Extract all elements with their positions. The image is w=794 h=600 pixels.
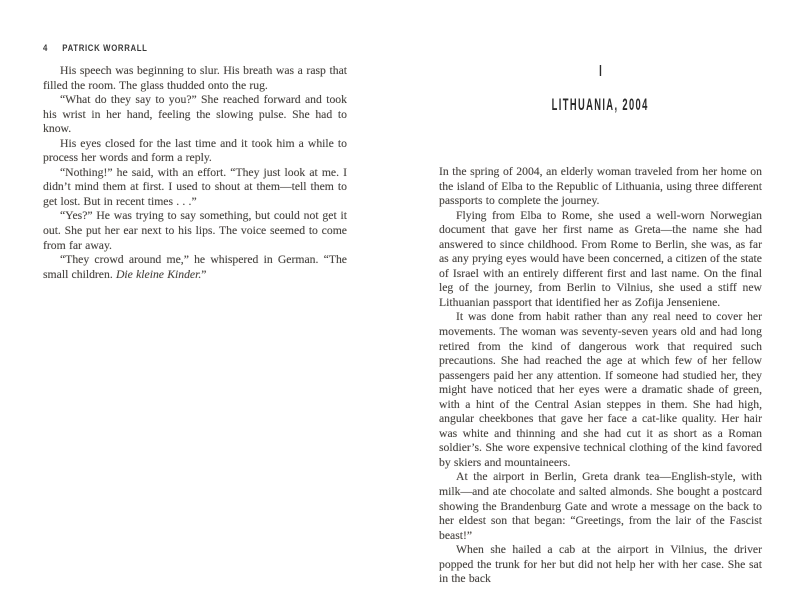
paragraph <box>439 470 762 543</box>
paragraph <box>43 253 347 282</box>
page-right <box>439 0 762 600</box>
text-run: His speech was beginning to slur. His breath was a rasp that filled the room. The glass thudded onto the rug. <box>43 64 347 92</box>
paragraph <box>43 166 347 210</box>
text-run: In the spring of 2004, an elderly woman traveled from her home on the island of Elba to the Republic of Lithuania, using three different passports to complete the journey. <box>439 165 762 208</box>
running-header <box>43 43 148 54</box>
text-run: Flying from Elba to Rome, she used a well-worn Norwegian document that gave her first name as Greta—the name she had answered to since childhood. From Rome to Berlin, she was, as far as any prying eyes would have been concerned, a citizen of the state of Israel with an entirely different first and last name. On the final leg of the journey, from Berlin to Vilnius, she used a stiff new Lithuanian passport that identified her as Zofija Jenseniene. <box>439 208 762 309</box>
page-left <box>43 0 347 600</box>
text-run: It was done from habit rather than any real need to cover her movements. The woman was seventy-seven years old and had long retired from the kind of dangerous work that required such precautions. She had reached the age at which few of her fellow passengers paid her any attention. If someone had studied her, they might have noticed that her eyes were a dramatic shade of green, with a hint of the Central Asian steppes in them. She had high, angular cheekbones that gave her face a cat-like quality. Her hair was white and thinning and she had cut it as short as a Roman soldier’s. She wore expensive technical clothing of the kind favored by skiers and mountaineers. <box>439 310 762 469</box>
chapter-number <box>439 63 762 81</box>
paragraph <box>439 209 762 311</box>
chapter-number-text: I <box>598 63 603 80</box>
italic-text-run: Die kleine Kinder. <box>115 267 202 281</box>
paragraph <box>439 310 762 470</box>
paragraph <box>43 137 347 166</box>
paragraph <box>43 93 347 137</box>
text-run: ” <box>201 267 207 281</box>
paragraph <box>439 165 762 209</box>
page-left-body <box>43 64 347 282</box>
chapter-title <box>439 95 762 115</box>
text-run: “They crowd around me,” he whispered in German. “The small children. <box>43 253 347 281</box>
paragraph <box>43 64 347 93</box>
text-run: “What do they say to you?” She reached forward and took his wrist in her hand, feeling the slowing pulse. She had to know. <box>43 93 347 136</box>
text-run: His eyes closed for the last time and it took him a while to process her words and form a reply. <box>43 136 347 165</box>
chapter-title-text: LITHUANIA, 2004 <box>551 95 650 114</box>
text-run: At the airport in Berlin, Greta drank tea—English-style, with milk—and ate chocolate and salted almonds. She bought a postcard showing the Brandenburg Gate and wrote a message on the back to her eldest son that began: “Greetings, from the lair of the Fascist beast!” <box>439 470 762 542</box>
text-run: “Nothing!” he said, with an effort. “They just look at me. I didn’t mind them at first. I used to shout at them—tell them to get lost. But in recent times . . .” <box>43 165 347 208</box>
text-run: “Yes?” He was trying to say something, but could not get it out. She put her ear next to his lips. The voice seemed to come from far away. <box>43 209 347 252</box>
page-right-body <box>439 165 762 587</box>
running-header-author: PATRICK WORRALL <box>62 43 148 54</box>
page-number: 4 <box>43 43 48 54</box>
paragraph <box>43 209 347 253</box>
paragraph <box>439 543 762 587</box>
text-run: When she hailed a cab at the airport in Vilnius, the driver popped the trunk for her but did not help her with her case. She sat in the back <box>439 543 762 586</box>
